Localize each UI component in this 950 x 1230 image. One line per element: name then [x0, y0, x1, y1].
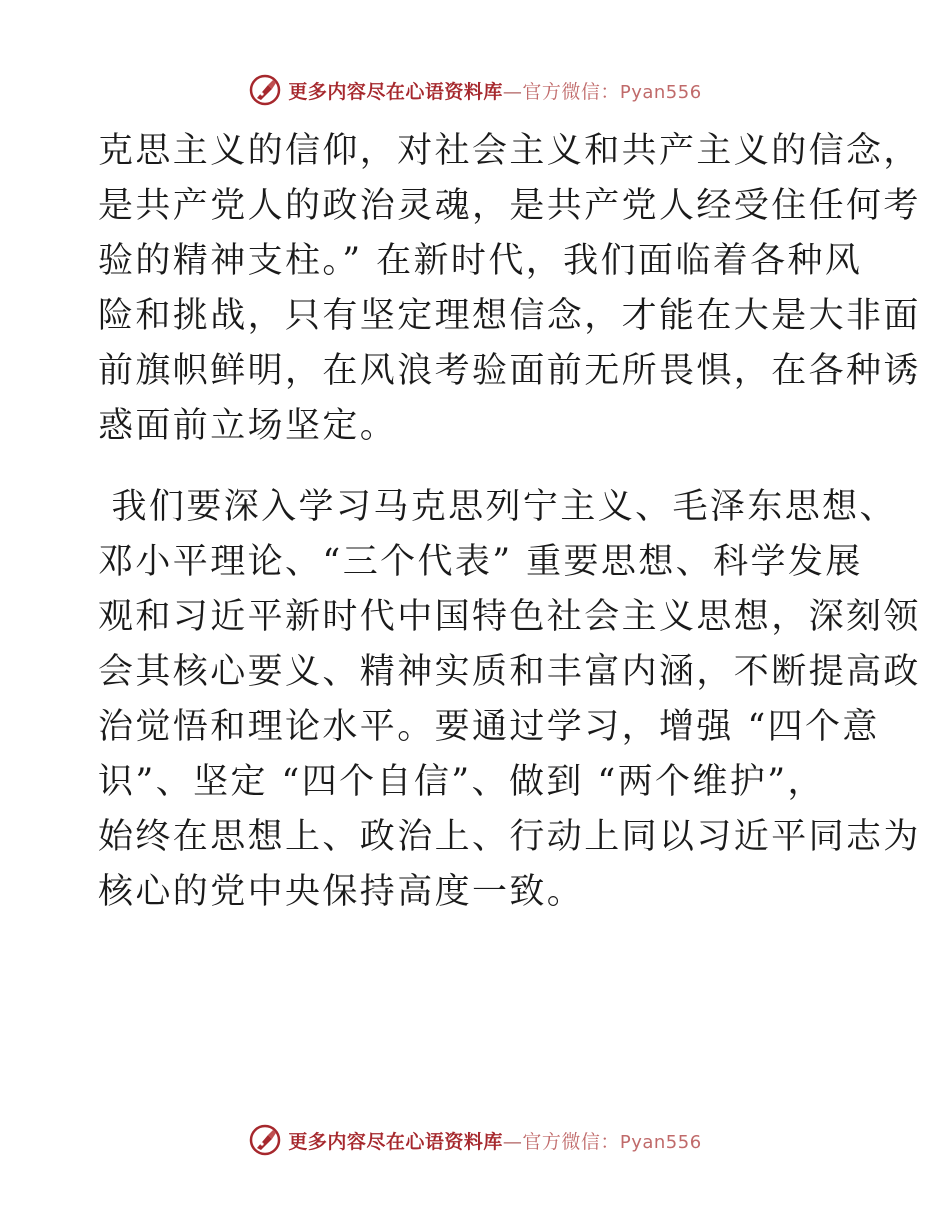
footer-wechat-label: 官方微信：	[522, 1130, 620, 1153]
header-dash: —	[502, 80, 523, 103]
text-line: 观和习近平新时代中国特色社会主义思想，深刻领	[98, 597, 921, 637]
footer-site-text: 更多内容尽在心语资料库	[288, 1130, 503, 1153]
text-line: 会其核心要义、精神实质和丰富内涵，不断提高政	[98, 652, 921, 692]
header-text	[288, 77, 701, 104]
text-line: 险和挑战，只有坚定理想信念，才能在大是大非面	[98, 296, 921, 336]
paragraph-1	[98, 124, 921, 454]
text-line: 核心的党中央保持高度一致。	[98, 872, 585, 912]
paragraph-2	[98, 480, 921, 920]
text-line: 我们要深入学习马克思列宁主义、毛泽东思想、	[98, 487, 897, 527]
footer-wechat-account: Pyan556	[619, 1131, 702, 1153]
document-body	[98, 124, 921, 920]
text-line: 验的精神支柱。” 在新时代，我们面临着各种风	[98, 241, 863, 281]
header-banner	[0, 70, 950, 110]
pen-nib-logo-icon	[248, 73, 282, 107]
text-line: 邓小平理论、“三个代表” 重要思想、科学发展	[98, 542, 863, 582]
text-line: 克思主义的信仰，对社会主义和共产主义的信念，	[98, 131, 921, 171]
text-line: 始终在思想上、政治上、行动上同以习近平同志为	[98, 817, 921, 857]
footer-text	[288, 1127, 701, 1154]
text-line: 前旗帜鲜明，在风浪考验面前无所畏惧，在各种诱	[98, 351, 921, 391]
footer-dash: —	[502, 1130, 523, 1153]
header-wechat-account: Pyan556	[619, 81, 702, 103]
footer-banner	[0, 1120, 950, 1160]
text-line: 治觉悟和理论水平。要通过学习，增强 “四个意	[98, 707, 880, 747]
header-wechat-label: 官方微信：	[522, 80, 620, 103]
text-line: 识”、坚定 “四个自信”、做到 “两个维护”，	[98, 762, 825, 802]
text-line: 是共产党人的政治灵魂，是共产党人经受住任何考	[98, 186, 921, 226]
pen-nib-logo-icon	[248, 1123, 282, 1157]
header-site-text: 更多内容尽在心语资料库	[288, 80, 503, 103]
text-line: 惑面前立场坚定。	[98, 406, 398, 446]
